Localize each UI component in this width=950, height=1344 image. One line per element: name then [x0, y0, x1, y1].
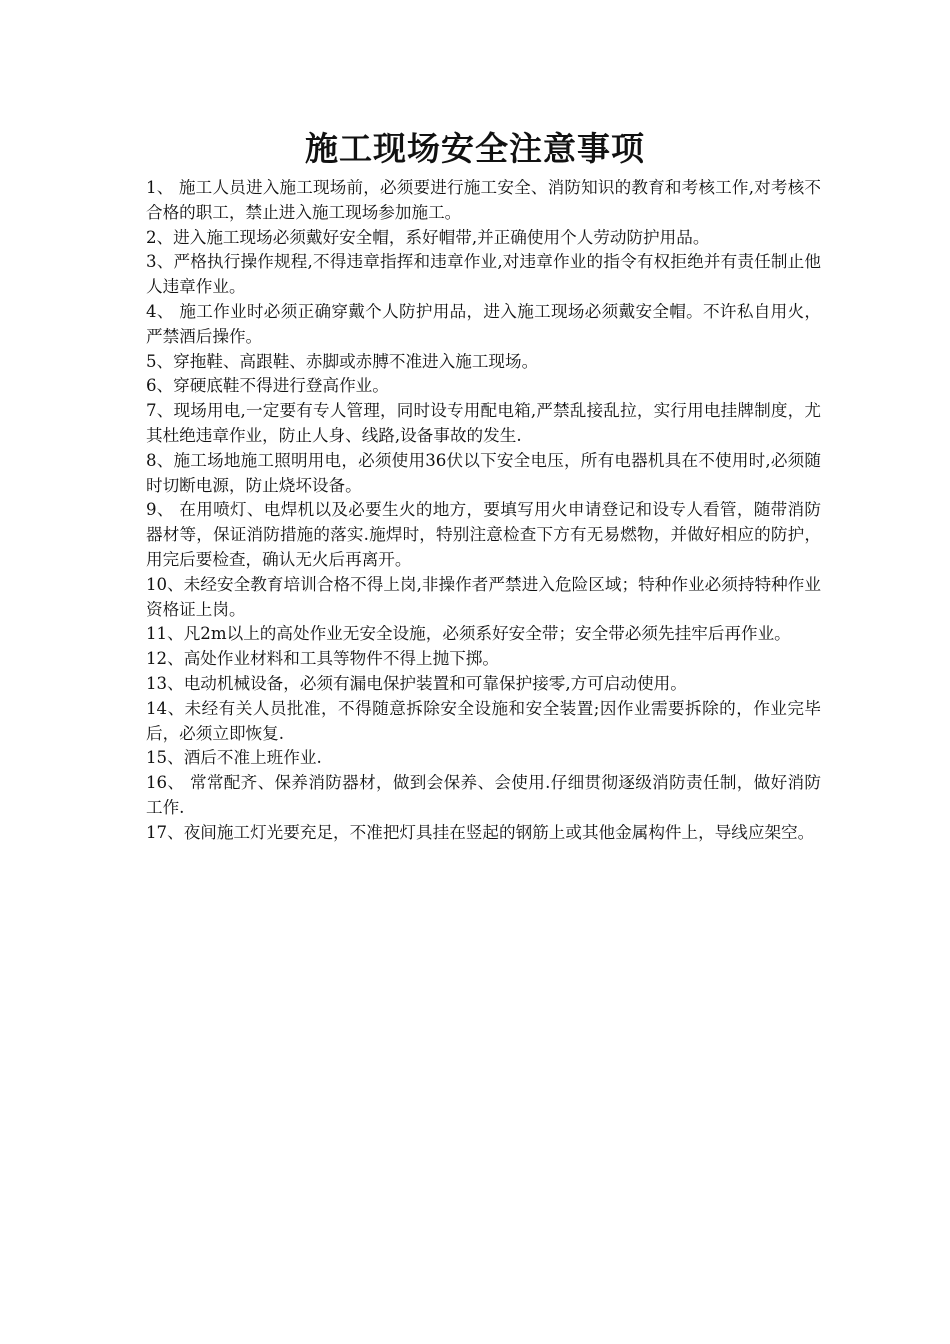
- list-item: 5、穿拖鞋、高跟鞋、赤脚或赤膊不准进入施工现场。: [146, 351, 539, 371]
- list-item: 11、凡2m以上的高处作业无安全设施，必须系好安全带；安全带必须先挂牢后再作业。: [146, 624, 791, 644]
- list-item: 7、现场用电,一定要有专人管理，同时设专用配电箱,严禁乱接乱拉，实行用电挂牌制度，尤其杜绝违章作业，防止人身、线路,设备事故的发生.: [146, 401, 821, 445]
- list-item: 10、未经安全教育培训合格不得上岗,非操作者严禁进入危险区域；特种作业必须持特种作业资格证上岗。: [146, 574, 821, 619]
- list-item: 3、严格执行操作规程,不得违章指挥和违章作业,对违章作业的指令有权拒绝并有责任制止他人违章作业。: [146, 252, 821, 297]
- list-item: 6、穿硬底鞋不得进行登高作业。: [146, 376, 389, 396]
- list-item: 14、未经有关人员批准，不得随意拆除安全设施和安全装置;因作业需要拆除的，作业完毕后，必须立即恢复.: [146, 698, 821, 743]
- list-item: 17、夜间施工灯光要充足，不准把灯具挂在竖起的钢筋上或其他金属构件上，导线应架空。: [146, 822, 815, 842]
- list-item: 1、 施工人员进入施工现场前，必须要进行施工安全、消防知识的教育和考核工作,对考核不合格的职工，禁止进入施工现场参加施工。: [146, 178, 821, 222]
- list-item: 2、进入施工现场必须戴好安全帽，系好帽带,并正确使用个人劳动防护用品。: [146, 227, 710, 247]
- list-item: 13、电动机械设备，必须有漏电保护装置和可靠保护接零,方可启动使用。: [146, 673, 687, 693]
- document-body: [146, 176, 821, 846]
- list-item: 8、施工场地施工照明用电，必须使用36伏以下安全电压，所有电器机具在不使用时,必须随时切断电源，防止烧坏设备。: [146, 450, 821, 495]
- list-item: 15、酒后不准上班作业.: [146, 748, 322, 768]
- list-item: 4、 施工作业时必须正确穿戴个人防护用品，进入施工现场必须戴安全帽。不许私自用火，严禁酒后操作。: [146, 301, 821, 346]
- list-item: 9、 在用喷灯、电焊机以及必要生火的地方，要填写用火申请登记和设专人看管，随带消防器材等，保证消防措施的落实.施焊时，特别注意检查下方有无易燃物，并做好相应的防护，用完后要检查，确认无火后再离开。: [146, 500, 821, 569]
- document-title: 施工现场安全注意事项: [305, 129, 645, 168]
- list-item: 12、高处作业材料和工具等物件不得上抛下掷。: [146, 649, 499, 669]
- list-item: 16、 常常配齐、保养消防器材，做到会保养、会使用.仔细贯彻逐级消防责任制，做好消防工作.: [146, 773, 821, 817]
